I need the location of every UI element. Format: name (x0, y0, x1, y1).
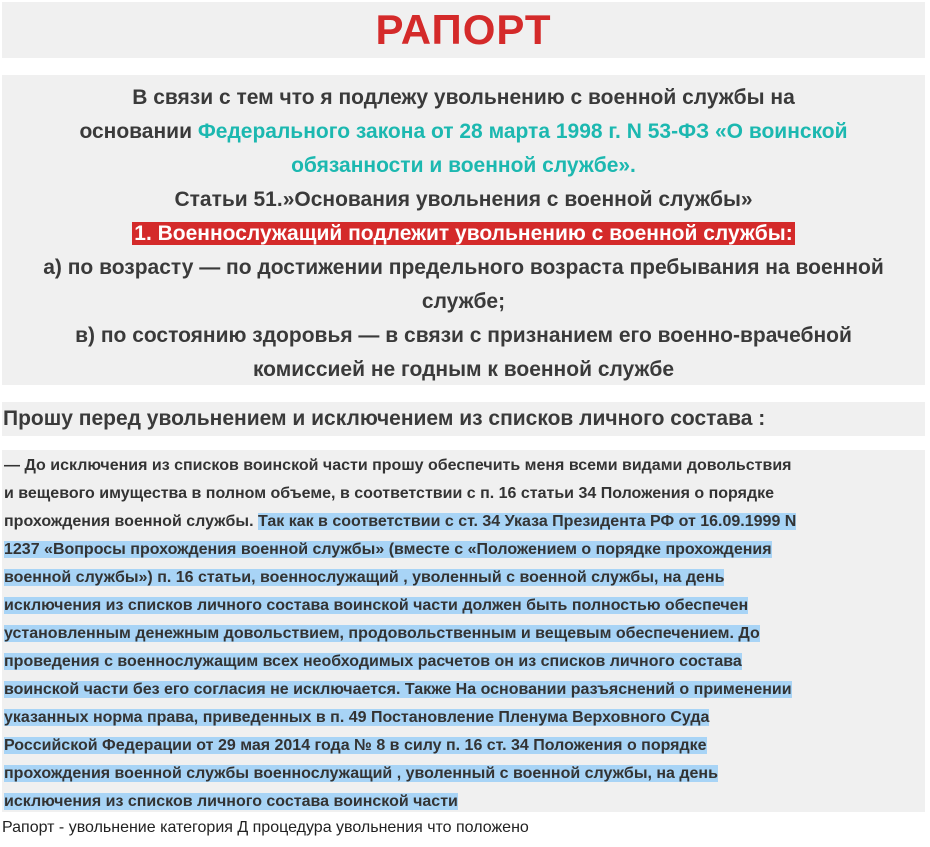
law-reference-link-cont[interactable]: обязанности и военной службе». (291, 154, 636, 177)
image-caption: Рапорт - увольнение категория Д процедура увольнения что положено (2, 819, 529, 836)
body-line: и вещевого имущества в полном объеме, в соответствии с п. 16 статьи 34 Положения о порядке (4, 485, 775, 502)
item-a-line-2: службе; (421, 290, 506, 313)
body-text-plain: прохождения военной службы. (4, 513, 258, 530)
selected-text: Российской Федерации от 29 мая 2014 года № 8 в силу п. 16 ст. 34 Положения о порядке (4, 737, 707, 754)
selected-text: проведения с военнослужащим всех необходимых расчетов он из списков личного состава (4, 653, 742, 670)
law-reference-link[interactable]: Федерального закона от 28 марта 1998 г. N 53-ФЗ «О воинской (197, 120, 848, 143)
request-block (2, 402, 925, 436)
title-block (2, 2, 925, 58)
body-line: — До исключения из списков воинской части прошу обеспечить меня всеми видами довольствия (4, 457, 792, 474)
body-block (2, 450, 925, 812)
intro-line-2 (2, 115, 925, 149)
selected-text: установленным денежным довольствием, продовольственным и вещевым обеспечением. До (4, 625, 760, 642)
request-heading: Прошу перед увольнением и исключением из списков личного состава : (3, 407, 766, 430)
red-highlight: 1. Военнослужащий подлежит увольнению с военной службы: (134, 222, 793, 245)
body-line (2, 592, 925, 620)
body-line (2, 788, 925, 816)
body-line (2, 760, 925, 788)
body-line (2, 536, 925, 564)
item-a-line-1: а) по возрасту — по достижении предельного возраста пребывания на военной (43, 256, 884, 279)
selected-text: 1237 «Вопросы прохождения военной службы» (вместе с «Положением о порядке прохождения (4, 541, 772, 558)
highlight-line (2, 217, 925, 251)
item-b-line-2: комиссией не годным к военной службе (252, 358, 675, 381)
selected-text: Так как в соответствии с ст. 34 Указа Президента РФ от 16.09.1999 N (257, 513, 797, 530)
page-title: РАПОРТ (375, 6, 552, 53)
body-line (2, 648, 925, 676)
selected-text: прохождения военной службы военнослужащий , уволенный с военной службы, на день (4, 765, 718, 782)
intro-line-1: В связи с тем что я подлежу увольнению с военной службы на (132, 86, 795, 109)
intro-block (2, 75, 925, 385)
body-line (2, 676, 925, 704)
selected-text: военной службы») п. 16 статьи, военнослужащий , уволенный с военной службы, на день (4, 569, 725, 586)
selected-text: воинской части без его согласия не исключается. Также На основании разъяснений о применении (4, 681, 792, 698)
body-line (2, 508, 925, 536)
selected-text: исключения из списков личного состава воинской части (4, 793, 458, 810)
article-title: Статьи 51.»Основания увольнения с военной службы» (174, 188, 753, 211)
selected-text: указанных норма права, приведенных в п. 49 Постановление Пленума Верховного Суда (4, 709, 710, 726)
selected-text: исключения из списков личного состава воинской части должен быть полностью обеспечен (4, 597, 749, 614)
intro-line-2-prefix: основании (79, 120, 198, 143)
body-line (2, 704, 925, 732)
item-b-line-1: в) по состоянию здоровья — в связи с признанием его военно-врачебной (75, 324, 852, 347)
body-line (2, 732, 925, 760)
body-line (2, 620, 925, 648)
body-line (2, 564, 925, 592)
